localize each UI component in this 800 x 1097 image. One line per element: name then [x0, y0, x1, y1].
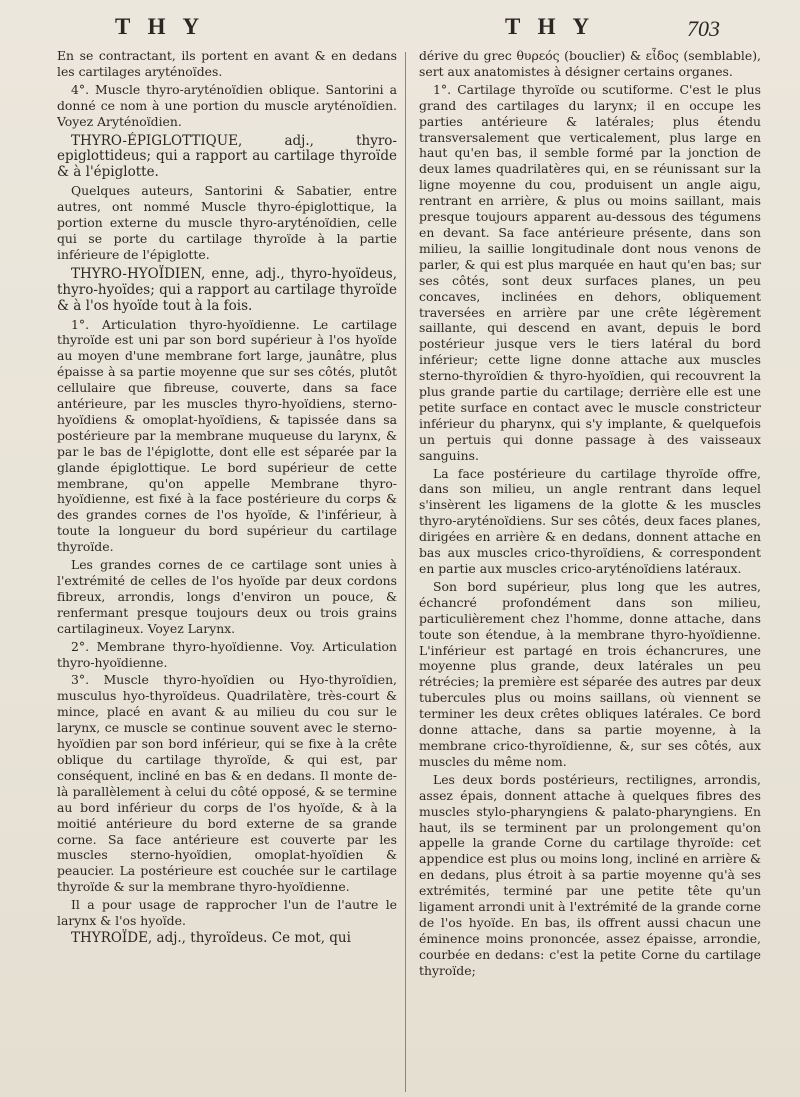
paragraph: En se contractant, ils portent en avant & en dedans les cartilages aryténoïdes.	[57, 48, 397, 79]
entry-heading: THYRO-ÉPIGLOTTIQUE, adj., thyro-epiglottideus; qui a rapport au cartilage thyroïde & à l'épiglotte.	[57, 132, 397, 181]
paragraph: Les grandes cornes de ce cartilage sont unies à l'extrémité de celles de l'os hyoïde par deux cordons fibreux, arrondis, longs d'environ un pouce, & renfermant presque toujours deux ou trois grains cartilagineux. Voyez Larynx.	[57, 557, 397, 636]
column-divider	[405, 52, 406, 1092]
paragraph: 1°. Articulation thyro-hyoïdienne. Le cartilage thyroïde est uni par son bord supérieur à l'os hyoïde au moyen d'une membrane fort large, jaunâtre, plus épaisse à sa partie moyenne que sur ses côtés, plutôt cellulaire que fibreuse, couverte, dans sa face antérieure, par les muscles thyro-hyoïdiens, sterno-hyoïdiens & omoplat-hyoïdiens, & tapissée dans sa postérieure par la membrane muqueuse du larynx, & par le bas de l'épiglotte, dont elle est séparée par la glande épiglottique. Le bord supérieur de cette membrane, qu'on appelle Membrane thyro-hyoïdienne, est fixé à la face postérieure du corps & des grandes cornes de l'os hyoïde, & l'inférieur, à toute la longueur du bord supérieur du cartilage thyroïde.	[57, 316, 397, 555]
paragraph: 2°. Membrane thyro-hyoïdienne. Voy. Articulation thyro-hyoïdienne.	[57, 638, 397, 670]
left-column	[57, 48, 397, 949]
header-left: T H Y	[115, 14, 206, 39]
running-header	[0, 8, 800, 48]
page-number: 703	[687, 16, 720, 41]
paragraph: 1°. Cartilage thyroïde ou scutiforme. C'est le plus grand des cartilages du larynx; il en occupe les parties antérieure & latérales; plus étendu transversalement que verticalement, plus large en haut qu'en bas, il semble formé par la jonction de deux lames quadrilatères qui, en se réunissant sur la ligne moyenne du cou, produisent un angle aigu, rentrant en arrière, & plus ou moins saillant, mais presque toujours apparent au-dessous des tégumens en devant. Sa face antérieure présente, dans son milieu, la saillie longitudinale dont nous venons de parler, & qui est plus marquée en haut qu'en bas; sur ses côtés, sont deux surfaces planes, un peu concaves, inclinées en dehors, obliquement traversées en arrière par une crête légèrement saillante, qui descend en avant, depuis le bord postérieur jusque vers le tiers latéral du bord inférieur; cette ligne donne attache aux muscles sterno-thyroïdien & thyro-hyoïdien, qui recouvrent la plus grande partie du cartilage; derrière elle est une petite surface en contact avec le muscle constricteur inférieur du pharynx, qui s'y implante, & quelquefois un pertuis qui donne passage à des vaisseaux sanguins.	[419, 81, 761, 463]
right-column	[419, 48, 761, 981]
paragraph: Il a pour usage de rapprocher l'un de l'autre le larynx & l'os hyoïde.	[57, 897, 397, 929]
paragraph: Les deux bords postérieurs, rectilignes, arrondis, assez épais, donnent attache à quelques fibres des muscles stylo-pharyngiens & palato-pharyngiens. En haut, ils se terminent par un prolongement qu'on appelle la grande Corne du cartilage thyroïde: cet appendice est plus ou moins long, incliné en arrière & en dedans, plus étroit à sa partie moyenne qu'à ses extrémités, terminé par une petite tête qu'un ligament arrondi unit à l'extrémité de la grande corne de l'os hyoïde. En bas, ils offrent aussi chacun une éminence moins prononcée, assez épaisse, arrondie, courbée en dedans: c'est la petite Corne du cartilage thyroïde;	[419, 771, 761, 978]
paragraph: 4°. Muscle thyro-aryténoïdien oblique. Santorini a donné ce nom à une portion du muscle aryténoïdien. Voyez Aryténoïdien.	[57, 81, 397, 129]
paragraph: Quelques auteurs, Santorini & Sabatier, entre autres, ont nommé Muscle thyro-épiglottique, la portion externe du muscle thyro-aryténoïdien, celle qui se porte du cartilage thyroïde à la partie inférieure de l'épiglotte.	[57, 183, 397, 262]
paragraph: dérive du grec θυρεός (bouclier) & εἶδος (semblable), sert aux anatomistes à désigner certains organes.	[419, 48, 761, 79]
entry-heading: THYROÏDE, adj., thyroïdeus. Ce mot, qui	[71, 929, 351, 946]
header-right: T H Y	[505, 14, 596, 39]
entry-heading: THYRO-HYOÏDIEN, enne, adj., thyro-hyoïdeus, thyro-hyoïdes; qui a rapport au cartilage thyroïde & à l'os hyoïde tout à la fois.	[57, 265, 397, 314]
paragraph: Son bord supérieur, plus long que les autres, échancré profondément dans son milieu, particulièrement chez l'homme, donne attache, dans toute son étendue, à la membrane thyro-hyoïdienne. L'inférieur est partagé en trois échancrures, une moyenne plus grande, deux latérales un peu rétrécies; la première est séparée des autres par deux tubercules plus ou moins saillans, où viennent se terminer les deux crêtes obliques latérales. Ce bord donne attache, dans sa partie moyenne, à la membrane crico-thyroïdienne, &, sur ses côtés, aux muscles du même nom.	[419, 578, 761, 769]
paragraph: La face postérieure du cartilage thyroïde offre, dans son milieu, un angle rentrant dans lequel s'insèrent les ligamens de la glotte & les muscles thyro-aryténoïdiens. Sur ses côtés, deux faces planes, dirigées en arrière & en dedans, donnent attache en bas aux muscles crico-thyroïdiens, & correspondent en partie aux muscles crico-aryténoïdiens latéraux.	[419, 465, 761, 576]
paragraph: 3°. Muscle thyro-hyoïdien ou Hyo-thyroïdien, musculus hyo-thyroïdeus. Quadrilatère, très-court & mince, placé en avant & au milieu du cou sur le larynx, ce muscle se continue souvent avec le sterno-hyoïdien par son bord inférieur, qui se fixe à la crête oblique du cartilage thyroïde, & qui est, par conséquent, incliné en bas & en dedans. Il monte de-là parallèlement à celui du côté opposé, & se termine au bord inférieur du corps de l'os hyoïde, & à la moitié antérieure du bord externe de sa grande corne. Sa face antérieure est couverte par les muscles sterno-hyoïdien, omoplat-hyoïdien & peaucier. La postérieure est couchée sur le cartilage thyroïde & sur la membrane thyro-hyoïdienne.	[57, 672, 397, 895]
